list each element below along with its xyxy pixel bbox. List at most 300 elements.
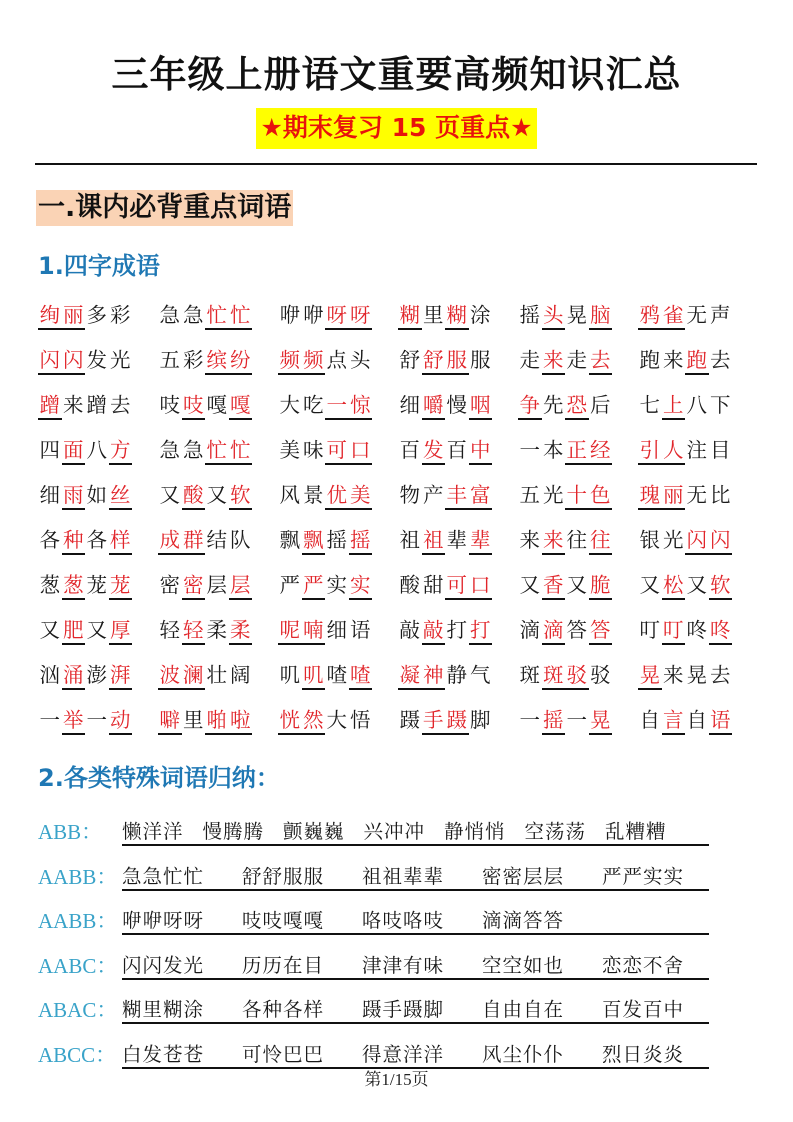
idiom-item — [38, 482, 132, 510]
idiom-item — [398, 707, 492, 735]
idiom-char: 结 — [206, 528, 227, 552]
idiom-char: 一 — [566, 708, 587, 732]
category-label: AABC： — [38, 953, 118, 978]
idiom-char: 来 — [663, 663, 684, 687]
idiom-item — [158, 572, 252, 600]
category-underline — [122, 994, 709, 1024]
highlighted-char: 举 — [62, 707, 86, 735]
idiom-char: 又 — [206, 483, 227, 507]
idiom-item — [518, 482, 612, 510]
idiom-char: 下 — [710, 393, 731, 417]
idiom-char: 队 — [230, 528, 251, 552]
idiom-char: 彩 — [110, 303, 131, 327]
highlighted-char: 松 — [662, 572, 686, 600]
highlighted-char: 丰 — [445, 482, 469, 510]
highlighted-char: 软 — [229, 482, 253, 510]
category-word: 懒洋洋 — [122, 820, 184, 843]
idiom-char: 一 — [519, 438, 540, 462]
highlighted-char: 可 — [445, 572, 469, 600]
highlighted-char: 富 — [469, 482, 493, 510]
idiom-char: 叮 — [639, 618, 660, 642]
highlighted-char: 啪 — [205, 707, 229, 735]
idiom-char: 急 — [183, 438, 204, 462]
idiom-char: 舒 — [399, 348, 420, 372]
subtitle-banner — [0, 108, 793, 149]
idiom-char: 急 — [183, 303, 204, 327]
idiom-item — [638, 527, 732, 555]
idiom-char: 景 — [303, 483, 324, 507]
category-label: AABB： — [38, 909, 118, 933]
idiom-char: 嘎 — [206, 393, 227, 417]
idiom-char: 涂 — [470, 303, 491, 327]
idiom-char: 蹑 — [399, 708, 420, 732]
idiom-item — [638, 482, 732, 510]
idiom-char: 光 — [110, 348, 131, 372]
idiom-item — [278, 482, 372, 510]
idiom-char: 大 — [326, 708, 347, 732]
highlighted-char: 忙 — [205, 437, 229, 465]
highlighted-char: 肥 — [62, 617, 86, 645]
highlighted-char: 上 — [662, 392, 686, 420]
idiom-char: 八 — [686, 393, 707, 417]
category-word: 闪闪发光 — [122, 953, 205, 977]
highlighted-char: 摇 — [349, 527, 373, 555]
idiom-char: 细 — [326, 618, 347, 642]
highlighted-char: 澜 — [182, 662, 206, 690]
idiom-item — [638, 707, 732, 735]
idiom-item — [638, 302, 732, 330]
highlighted-char: 酸 — [182, 482, 206, 510]
highlighted-char: 湃 — [109, 662, 133, 690]
idiom-char: 目 — [710, 438, 731, 462]
idiom-item — [38, 662, 132, 690]
highlighted-char: 呢 — [278, 617, 302, 645]
highlighted-char: 蹑 — [445, 707, 469, 735]
highlighted-char: 涌 — [62, 662, 86, 690]
highlighted-char: 面 — [62, 437, 86, 465]
category-label: AABB： — [38, 864, 118, 889]
highlighted-char: 茏 — [109, 572, 133, 600]
idiom-char: 五 — [159, 348, 180, 372]
highlighted-char: 发 — [422, 437, 446, 465]
idiom-char: 各 — [39, 528, 60, 552]
highlighted-char: 啦 — [229, 707, 253, 735]
idiom-char: 又 — [639, 573, 660, 597]
idiom-char: 急 — [159, 303, 180, 327]
highlighted-char: 方 — [109, 437, 133, 465]
idiom-char: 咿 — [279, 303, 300, 327]
category-word: 咿咿呀呀 — [122, 909, 205, 932]
highlighted-char: 去 — [589, 347, 613, 375]
idiom-char: 四 — [39, 438, 60, 462]
category-word: 得意洋洋 — [362, 1042, 445, 1066]
idiom-char: 大 — [279, 393, 300, 417]
idiom-item — [518, 302, 612, 330]
highlighted-char: 雀 — [662, 302, 686, 330]
idiom-item — [158, 707, 252, 735]
idiom-char: 跑 — [639, 348, 660, 372]
idiom-char: 银 — [639, 528, 660, 552]
idiom-char: 各 — [86, 528, 107, 552]
highlighted-char: 舒 — [422, 347, 446, 375]
highlighted-char: 叽 — [302, 662, 326, 690]
idiom-char: 祖 — [399, 528, 420, 552]
category-word: 吱吱嘎嘎 — [242, 909, 325, 932]
idiom-item — [158, 347, 252, 375]
highlighted-char: 葱 — [62, 572, 86, 600]
idiom-char: 慢 — [446, 393, 467, 417]
highlighted-char: 摇 — [542, 707, 566, 735]
idiom-char: 层 — [206, 573, 227, 597]
idiom-char: 味 — [303, 438, 324, 462]
subsection-heading-idioms: 1.四字成语 — [38, 252, 160, 280]
highlighted-char: 纷 — [229, 347, 253, 375]
idiom-item — [158, 482, 252, 510]
highlighted-char: 呀 — [325, 302, 349, 330]
idiom-char: 五 — [519, 483, 540, 507]
highlighted-char: 群 — [182, 527, 206, 555]
category-word: 百发百中 — [602, 998, 685, 1021]
highlighted-char: 嘎 — [229, 392, 253, 420]
idiom-item — [278, 707, 372, 735]
category-word: 祖祖辈辈 — [362, 864, 445, 888]
idiom-char: 物 — [399, 483, 420, 507]
highlighted-char: 忙 — [205, 302, 229, 330]
highlighted-char: 往 — [589, 527, 613, 555]
section-heading-1: 一.课内必背重点词语 — [36, 190, 293, 226]
highlighted-char: 跑 — [685, 347, 709, 375]
idiom-item — [398, 347, 492, 375]
highlighted-char: 一 — [325, 392, 349, 420]
category-underline — [122, 905, 709, 935]
highlighted-char: 喳 — [349, 662, 373, 690]
idiom-item — [38, 707, 132, 735]
idiom-char: 后 — [590, 393, 611, 417]
idiom-char: 去 — [710, 348, 731, 372]
highlighted-char: 引 — [638, 437, 662, 465]
highlighted-char: 敲 — [422, 617, 446, 645]
highlighted-char: 凝 — [398, 662, 422, 690]
idiom-item — [398, 572, 492, 600]
category-word: 密密层层 — [482, 864, 565, 888]
idiom-char: 服 — [470, 348, 491, 372]
highlighted-char: 语 — [709, 707, 733, 735]
idiom-char: 敲 — [399, 618, 420, 642]
idiom-char: 百 — [399, 438, 420, 462]
highlighted-char: 神 — [422, 662, 446, 690]
idiom-char: 头 — [350, 348, 371, 372]
highlighted-char: 呀 — [349, 302, 373, 330]
highlighted-char: 脆 — [589, 572, 613, 600]
highlighted-char: 绚 — [38, 302, 62, 330]
idiom-char: 严 — [279, 573, 300, 597]
idiom-char: 静 — [446, 663, 467, 687]
highlighted-char: 样 — [109, 527, 133, 555]
highlighted-char: 雨 — [62, 482, 86, 510]
idiom-char: 产 — [423, 483, 444, 507]
idiom-item — [158, 392, 252, 420]
idiom-char: 多 — [86, 303, 107, 327]
highlighted-char: 糊 — [445, 302, 469, 330]
category-label: ABAC： — [38, 998, 118, 1022]
idiom-char: 气 — [470, 663, 491, 687]
idiom-char: 一 — [519, 708, 540, 732]
highlighted-char: 打 — [469, 617, 493, 645]
idiom-char: 急 — [159, 438, 180, 462]
idiom-char: 本 — [543, 438, 564, 462]
category-underline — [122, 816, 709, 846]
highlighted-char: 软 — [709, 572, 733, 600]
idiom-char: 光 — [663, 528, 684, 552]
idiom-item — [518, 437, 612, 465]
idiom-char: 咚 — [686, 618, 707, 642]
document-title: 三年级上册语文重要高频知识汇总 — [111, 53, 682, 96]
idiom-char: 叽 — [279, 663, 300, 687]
idiom-char: 答 — [566, 618, 587, 642]
highlighted-char: 头 — [542, 302, 566, 330]
category-word: 颤巍巍 — [283, 820, 345, 843]
idiom-item — [278, 617, 372, 645]
highlighted-char: 滴 — [542, 617, 566, 645]
subsection-heading-categories: 2.各类特殊词语归纳： — [38, 764, 280, 792]
idiom-char: 葱 — [39, 573, 60, 597]
highlighted-char: 脑 — [589, 302, 613, 330]
category-word: 蹑手蹑脚 — [362, 998, 445, 1021]
idiom-item — [38, 572, 132, 600]
idiom-item — [398, 392, 492, 420]
idiom-char: 无 — [686, 303, 707, 327]
highlighted-char: 忙 — [229, 302, 253, 330]
idiom-char: 去 — [710, 663, 731, 687]
idiom-char: 往 — [566, 528, 587, 552]
idiom-char: 点 — [326, 348, 347, 372]
highlighted-char: 闪 — [709, 527, 733, 555]
idiom-char: 酸 — [399, 573, 420, 597]
idiom-char: 汹 — [39, 663, 60, 687]
idiom-char: 发 — [86, 348, 107, 372]
highlighted-char: 波 — [158, 662, 182, 690]
idiom-char: 八 — [86, 438, 107, 462]
highlighted-char: 答 — [589, 617, 613, 645]
idiom-item — [398, 617, 492, 645]
category-label: ABB： — [38, 820, 103, 844]
category-word: 慢腾腾 — [202, 820, 265, 843]
highlighted-char: 经 — [589, 437, 613, 465]
idiom-char: 甜 — [423, 573, 444, 597]
idiom-char: 走 — [519, 348, 540, 372]
category-underline — [122, 861, 709, 891]
idiom-char: 细 — [399, 393, 420, 417]
idiom-item — [38, 302, 132, 330]
idiom-char: 茏 — [86, 573, 107, 597]
idiom-item — [638, 572, 732, 600]
idiom-char: 语 — [350, 618, 371, 642]
highlighted-char: 鸦 — [638, 302, 662, 330]
idiom-item — [518, 392, 612, 420]
idiom-char: 澎 — [86, 663, 107, 687]
idiom-char: 飘 — [279, 528, 300, 552]
category-word: 历历在目 — [242, 953, 325, 977]
idiom-char: 里 — [183, 708, 204, 732]
category-word: 静悄悄 — [444, 820, 506, 843]
highlighted-char: 恐 — [565, 392, 589, 420]
idiom-item — [518, 617, 612, 645]
idiom-item — [518, 572, 612, 600]
idiom-char: 悟 — [350, 708, 371, 732]
highlighted-char: 丝 — [109, 482, 133, 510]
category-word: 急急忙忙 — [122, 864, 205, 888]
highlighted-char: 可 — [325, 437, 349, 465]
highlighted-char: 蹭 — [38, 392, 62, 420]
idiom-char: 壮 — [206, 663, 227, 687]
idiom-char: 吃 — [303, 393, 324, 417]
highlighted-char: 晃 — [589, 707, 613, 735]
highlighted-char: 缤 — [205, 347, 229, 375]
highlighted-char: 来 — [542, 527, 566, 555]
highlighted-char: 口 — [349, 437, 373, 465]
highlighted-char: 密 — [182, 572, 206, 600]
highlighted-char: 忙 — [229, 437, 253, 465]
highlighted-char: 色 — [589, 482, 613, 510]
idiom-char: 辈 — [446, 528, 467, 552]
idiom-char: 里 — [423, 303, 444, 327]
page-number: 第1/15页 — [364, 1070, 429, 1089]
highlighted-char: 瑰 — [638, 482, 662, 510]
idiom-char: 七 — [639, 393, 660, 417]
idiom-char: 又 — [686, 573, 707, 597]
idiom-item — [638, 662, 732, 690]
idiom-item — [278, 302, 372, 330]
category-label: ABCC： — [38, 1042, 117, 1067]
highlighted-char: 闪 — [38, 347, 62, 375]
idiom-char: 比 — [710, 483, 731, 507]
idiom-item — [38, 392, 132, 420]
category-word: 烈日炎炎 — [602, 1042, 685, 1066]
highlighted-char: 辈 — [469, 527, 493, 555]
idiom-char: 无 — [686, 483, 707, 507]
idiom-char: 实 — [326, 573, 347, 597]
idiom-char: 蹭 — [86, 393, 107, 417]
idiom-item — [158, 527, 252, 555]
category-word: 空空如也 — [482, 953, 565, 977]
highlighted-char: 种 — [62, 527, 86, 555]
idiom-char: 一 — [86, 708, 107, 732]
highlighted-char: 惊 — [349, 392, 373, 420]
idiom-item — [38, 347, 132, 375]
highlighted-char: 口 — [469, 572, 493, 600]
highlighted-char: 恍 — [278, 707, 302, 735]
idiom-char: 走 — [566, 348, 587, 372]
category-word: 严严实实 — [602, 864, 685, 888]
highlighted-char: 成 — [158, 527, 182, 555]
idiom-item — [278, 662, 372, 690]
highlighted-char: 驳 — [565, 662, 589, 690]
idiom-item — [38, 437, 132, 465]
idiom-item — [638, 617, 732, 645]
highlighted-char: 服 — [445, 347, 469, 375]
category-underline — [122, 1039, 709, 1069]
idiom-char: 摇 — [326, 528, 347, 552]
highlighted-char: 来 — [542, 347, 566, 375]
highlighted-char: 动 — [109, 707, 133, 735]
highlighted-char: 轻 — [182, 617, 206, 645]
idiom-item — [398, 482, 492, 510]
highlighted-char: 闪 — [62, 347, 86, 375]
idiom-char: 注 — [686, 438, 707, 462]
highlighted-char: 实 — [349, 572, 373, 600]
idiom-char: 又 — [39, 618, 60, 642]
highlighted-char: 丽 — [662, 482, 686, 510]
category-word: 糊里糊涂 — [122, 998, 205, 1021]
idiom-char: 来 — [63, 393, 84, 417]
idiom-char: 晃 — [566, 303, 587, 327]
category-word: 恋恋不舍 — [602, 953, 685, 977]
idiom-item — [38, 617, 132, 645]
highlighted-char: 言 — [662, 707, 686, 735]
idiom-char: 细 — [39, 483, 60, 507]
idiom-char: 轻 — [159, 618, 180, 642]
highlighted-char: 层 — [229, 572, 253, 600]
idiom-char: 喳 — [326, 663, 347, 687]
highlighted-char: 咽 — [469, 392, 493, 420]
highlighted-char: 斑 — [542, 662, 566, 690]
idiom-char: 又 — [159, 483, 180, 507]
category-word: 可怜巴巴 — [242, 1042, 325, 1066]
idiom-char: 来 — [519, 528, 540, 552]
idiom-char: 自 — [686, 708, 707, 732]
category-underline — [122, 950, 709, 980]
highlighted-char: 丽 — [62, 302, 86, 330]
idiom-item — [38, 527, 132, 555]
title-divider — [35, 163, 757, 165]
idiom-char: 光 — [543, 483, 564, 507]
highlighted-char: 闪 — [685, 527, 709, 555]
idiom-char: 彩 — [183, 348, 204, 372]
idiom-item — [278, 572, 372, 600]
highlighted-char: 吱 — [182, 392, 206, 420]
category-word: 白发苍苍 — [122, 1042, 205, 1066]
idiom-item — [158, 437, 252, 465]
highlighted-char: 咚 — [709, 617, 733, 645]
idiom-char: 柔 — [206, 618, 227, 642]
idiom-char: 吱 — [159, 393, 180, 417]
idiom-char: 去 — [110, 393, 131, 417]
idiom-char: 打 — [446, 618, 467, 642]
idiom-char: 晃 — [686, 663, 707, 687]
category-word: 风尘仆仆 — [482, 1042, 565, 1066]
highlighted-char: 嚼 — [422, 392, 446, 420]
idiom-item — [398, 437, 492, 465]
idiom-item — [278, 437, 372, 465]
idiom-char: 一 — [39, 708, 60, 732]
idiom-item — [278, 527, 372, 555]
idiom-char: 美 — [279, 438, 300, 462]
highlighted-char: 晃 — [638, 662, 662, 690]
idiom-char: 来 — [663, 348, 684, 372]
highlighted-char: 频 — [278, 347, 302, 375]
idiom-char: 驳 — [590, 663, 611, 687]
idiom-char: 声 — [710, 303, 731, 327]
idiom-item — [518, 527, 612, 555]
idiom-char: 先 — [543, 393, 564, 417]
idiom-char: 如 — [86, 483, 107, 507]
idiom-item — [518, 662, 612, 690]
highlighted-char: 香 — [542, 572, 566, 600]
idiom-char: 又 — [566, 573, 587, 597]
idiom-char: 阔 — [230, 663, 251, 687]
highlighted-char: 柔 — [229, 617, 253, 645]
idiom-char: 自 — [639, 708, 660, 732]
